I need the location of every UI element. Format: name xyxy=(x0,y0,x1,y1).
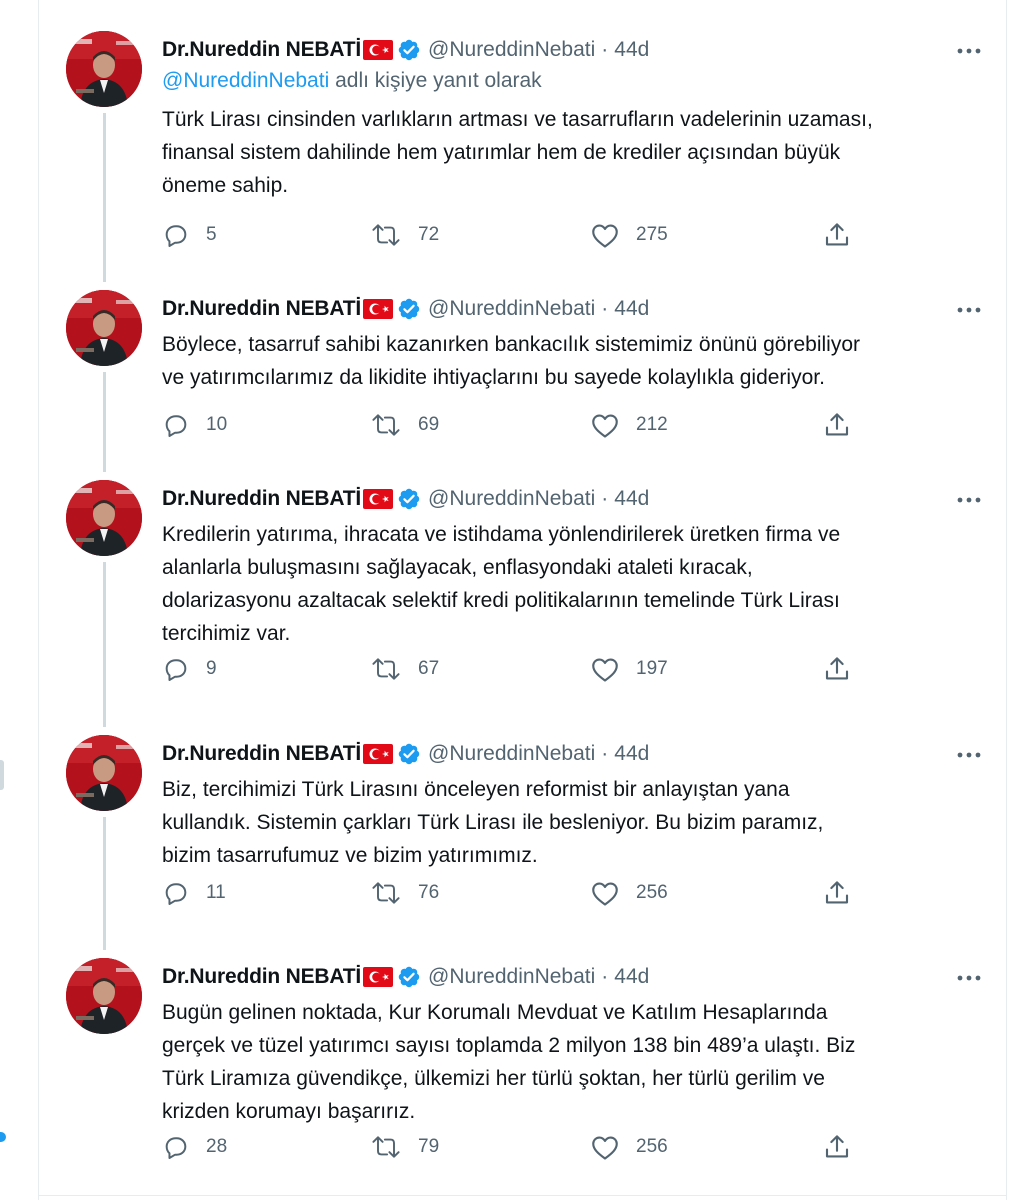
tweet-text-line: Kredilerin yatırıma, ihracata ve istihdama yönlendirilerek üretken firma ve xyxy=(162,523,841,546)
tweet-header xyxy=(162,292,649,326)
turkey-flag-icon xyxy=(363,40,393,60)
verified-badge-icon[interactable] xyxy=(397,297,421,321)
tweet[interactable] xyxy=(39,960,1006,1180)
sidebar-edge-glyph xyxy=(0,760,4,790)
reply-button[interactable] xyxy=(162,654,217,684)
retweet-arrows-icon xyxy=(370,655,402,683)
author-name[interactable]: Dr.Nureddin NEBATİ xyxy=(162,297,362,320)
tweet-text xyxy=(162,518,992,650)
tweet-timestamp[interactable]: 44d xyxy=(614,965,650,988)
comment-bubble-icon xyxy=(162,879,190,907)
share-upload-icon xyxy=(822,220,852,250)
timeline-right-border xyxy=(1006,0,1007,1200)
retweet-count: 69 xyxy=(418,414,440,435)
comment-bubble-icon xyxy=(162,655,190,683)
heart-icon xyxy=(590,411,620,439)
share-upload-icon xyxy=(822,410,852,440)
tweet[interactable] xyxy=(39,33,1006,253)
like-count: 256 xyxy=(636,1136,668,1157)
like-count: 212 xyxy=(636,414,668,435)
share-button[interactable] xyxy=(822,220,852,250)
heart-icon xyxy=(590,221,620,249)
separator-dot: · xyxy=(601,965,609,988)
like-count: 275 xyxy=(636,224,668,245)
like-button[interactable] xyxy=(590,410,668,440)
retweet-arrows-icon xyxy=(370,411,402,439)
turkey-flag-icon xyxy=(363,744,393,764)
share-button[interactable] xyxy=(822,654,852,684)
verified-badge-icon[interactable] xyxy=(397,742,421,766)
comment-bubble-icon xyxy=(162,411,190,439)
tweet-text-line: tercihimiz var. xyxy=(162,622,291,645)
reply-button[interactable] xyxy=(162,878,226,908)
retweet-count: 79 xyxy=(418,1136,440,1157)
author-handle[interactable]: @NureddinNebati xyxy=(428,297,596,320)
tweet-header xyxy=(162,33,649,67)
tweet-text xyxy=(162,996,992,1128)
like-button[interactable] xyxy=(590,220,668,250)
thread-connector-line xyxy=(103,372,106,472)
comment-bubble-icon xyxy=(162,1133,190,1161)
tweet-header xyxy=(162,482,649,516)
like-button[interactable] xyxy=(590,878,668,908)
retweet-button[interactable] xyxy=(370,410,439,440)
tweet-text-line: ve yatırımcılarımız da likidite ihtiyaçlarını bu sayede kolaylıkla gideriyor. xyxy=(162,366,825,389)
heart-icon xyxy=(590,879,620,907)
tweet-text-line: dolarizasyonu azaltacak selektif kredi politikalarının temelinde Türk Lirası xyxy=(162,589,840,612)
reply-count: 10 xyxy=(206,414,228,435)
reply-button[interactable] xyxy=(162,1132,227,1162)
share-button[interactable] xyxy=(822,410,852,440)
like-button[interactable] xyxy=(590,1132,668,1162)
retweet-arrows-icon xyxy=(370,879,402,907)
tweet-actions xyxy=(162,878,862,908)
more-dots-icon[interactable] xyxy=(956,745,982,765)
thread-connector-line xyxy=(103,562,106,727)
verified-badge-icon[interactable] xyxy=(397,965,421,989)
tweet-text-line: Bugün gelinen noktada, Kur Korumalı Mevduat ve Katılım Hesaplarında xyxy=(162,1001,828,1024)
tweet-text-line: Türk Lirası cinsinden varlıkların artması ve tasarrufların vadelerinin uzaması, xyxy=(162,108,873,131)
tweet-text-line: alanlarla buluşmasını sağlayacak, enflasyondaki ataleti kıracak, xyxy=(162,556,753,579)
share-button[interactable] xyxy=(822,878,852,908)
turkey-flag-icon xyxy=(363,299,393,319)
verified-badge-icon[interactable] xyxy=(397,487,421,511)
tweet-timestamp[interactable]: 44d xyxy=(614,742,650,765)
reply-count: 5 xyxy=(206,224,217,245)
tweet-timestamp[interactable]: 44d xyxy=(614,38,650,61)
reply-button[interactable] xyxy=(162,410,227,440)
author-handle[interactable]: @NureddinNebati xyxy=(428,742,596,765)
more-dots-icon[interactable] xyxy=(956,968,982,988)
tweet-timestamp[interactable]: 44d xyxy=(614,297,650,320)
author-avatar[interactable] xyxy=(66,480,142,556)
reply-count: 28 xyxy=(206,1136,228,1157)
reply-count: 9 xyxy=(206,658,217,679)
author-name[interactable]: Dr.Nureddin NEBATİ xyxy=(162,742,362,765)
author-handle[interactable]: @NureddinNebati xyxy=(428,38,596,61)
retweet-button[interactable] xyxy=(370,878,439,908)
reply-mention-link[interactable]: @NureddinNebati xyxy=(162,69,330,92)
turkey-flag-icon xyxy=(363,489,393,509)
sidebar-notification-dot xyxy=(0,1132,6,1142)
author-handle[interactable]: @NureddinNebati xyxy=(428,487,596,510)
separator-dot: · xyxy=(601,297,609,320)
author-name[interactable]: Dr.Nureddin NEBATİ xyxy=(162,965,362,988)
share-upload-icon xyxy=(822,1132,852,1162)
reply-to-suffix: adlı kişiye yanıt olarak xyxy=(329,69,542,92)
tweet-timestamp[interactable]: 44d xyxy=(614,487,650,510)
tweet[interactable] xyxy=(39,737,1006,957)
retweet-count: 76 xyxy=(418,882,440,903)
tweet-text-line: Biz, tercihimizi Türk Lirasını önceleyen reformist bir anlayıştan yana xyxy=(162,778,790,801)
share-button[interactable] xyxy=(822,1132,852,1162)
turkey-flag-icon xyxy=(363,967,393,987)
tweet-text xyxy=(162,328,992,394)
retweet-button[interactable] xyxy=(370,220,439,250)
author-avatar[interactable] xyxy=(66,290,142,366)
like-count: 197 xyxy=(636,658,668,679)
tweet-text-line: Böylece, tasarruf sahibi kazanırken bankacılık sistemimiz önünü görebiliyor xyxy=(162,333,860,356)
comment-bubble-icon xyxy=(162,221,190,249)
share-upload-icon xyxy=(822,878,852,908)
tweet-header xyxy=(162,737,649,771)
replying-to-label xyxy=(162,69,542,93)
tweet-text-line: gerçek ve tüzel yatırımcı sayısı toplamda 2 milyon 138 bin 489’a ulaştı. Biz xyxy=(162,1034,856,1057)
tweet[interactable] xyxy=(39,482,1006,702)
author-name[interactable]: Dr.Nureddin NEBATİ xyxy=(162,38,362,61)
more-dots-icon[interactable] xyxy=(956,490,982,510)
like-button[interactable] xyxy=(590,654,668,684)
tweet-text xyxy=(162,773,992,872)
retweet-arrows-icon xyxy=(370,1133,402,1161)
more-dots-icon[interactable] xyxy=(956,41,982,61)
tweet-actions xyxy=(162,220,862,250)
tweet-text-line: finansal sistem dahilinde hem yatırımlar hem de krediler açısından büyük xyxy=(162,141,841,164)
thread-connector-line xyxy=(103,817,106,950)
tweet-actions xyxy=(162,410,862,440)
retweet-button[interactable] xyxy=(370,654,439,684)
separator-dot: · xyxy=(601,742,609,765)
more-dots-icon[interactable] xyxy=(956,300,982,320)
retweet-button[interactable] xyxy=(370,1132,439,1162)
tweet-text-line: bizim tasarrufumuz ve bizim yatırımımız. xyxy=(162,844,538,867)
heart-icon xyxy=(590,1133,620,1161)
tweet-text-line: krizden korumayı başarırız. xyxy=(162,1100,416,1123)
tweet[interactable] xyxy=(39,292,1006,512)
author-handle[interactable]: @NureddinNebati xyxy=(428,965,596,988)
verified-badge-icon[interactable] xyxy=(397,38,421,62)
author-avatar[interactable] xyxy=(66,958,142,1034)
author-name[interactable]: Dr.Nureddin NEBATİ xyxy=(162,487,362,510)
retweet-count: 72 xyxy=(418,224,440,245)
author-avatar[interactable] xyxy=(66,31,142,107)
tweet-text xyxy=(162,103,992,202)
heart-icon xyxy=(590,655,620,683)
thread-connector-line xyxy=(103,113,106,282)
tweet-text-line: kullandık. Sistemin çarkları Türk Lirası ile besleniyor. Bu bizim paramız, xyxy=(162,811,824,834)
like-count: 256 xyxy=(636,882,668,903)
reply-button[interactable] xyxy=(162,220,217,250)
tweet-text-line: öneme sahip. xyxy=(162,174,289,197)
author-avatar[interactable] xyxy=(66,735,142,811)
separator-dot: · xyxy=(601,487,609,510)
retweet-count: 67 xyxy=(418,658,440,679)
reply-count: 11 xyxy=(206,882,226,903)
retweet-arrows-icon xyxy=(370,221,402,249)
tweet-actions xyxy=(162,654,862,684)
share-upload-icon xyxy=(822,654,852,684)
timeline-bottom-border xyxy=(38,1195,1006,1196)
separator-dot: · xyxy=(601,38,609,61)
tweet-text-line: Türk Liramıza güvendikçe, ülkemizi her türlü şoktan, her türlü gerilim ve xyxy=(162,1067,825,1090)
tweet-actions xyxy=(162,1132,862,1162)
tweet-header xyxy=(162,960,649,994)
